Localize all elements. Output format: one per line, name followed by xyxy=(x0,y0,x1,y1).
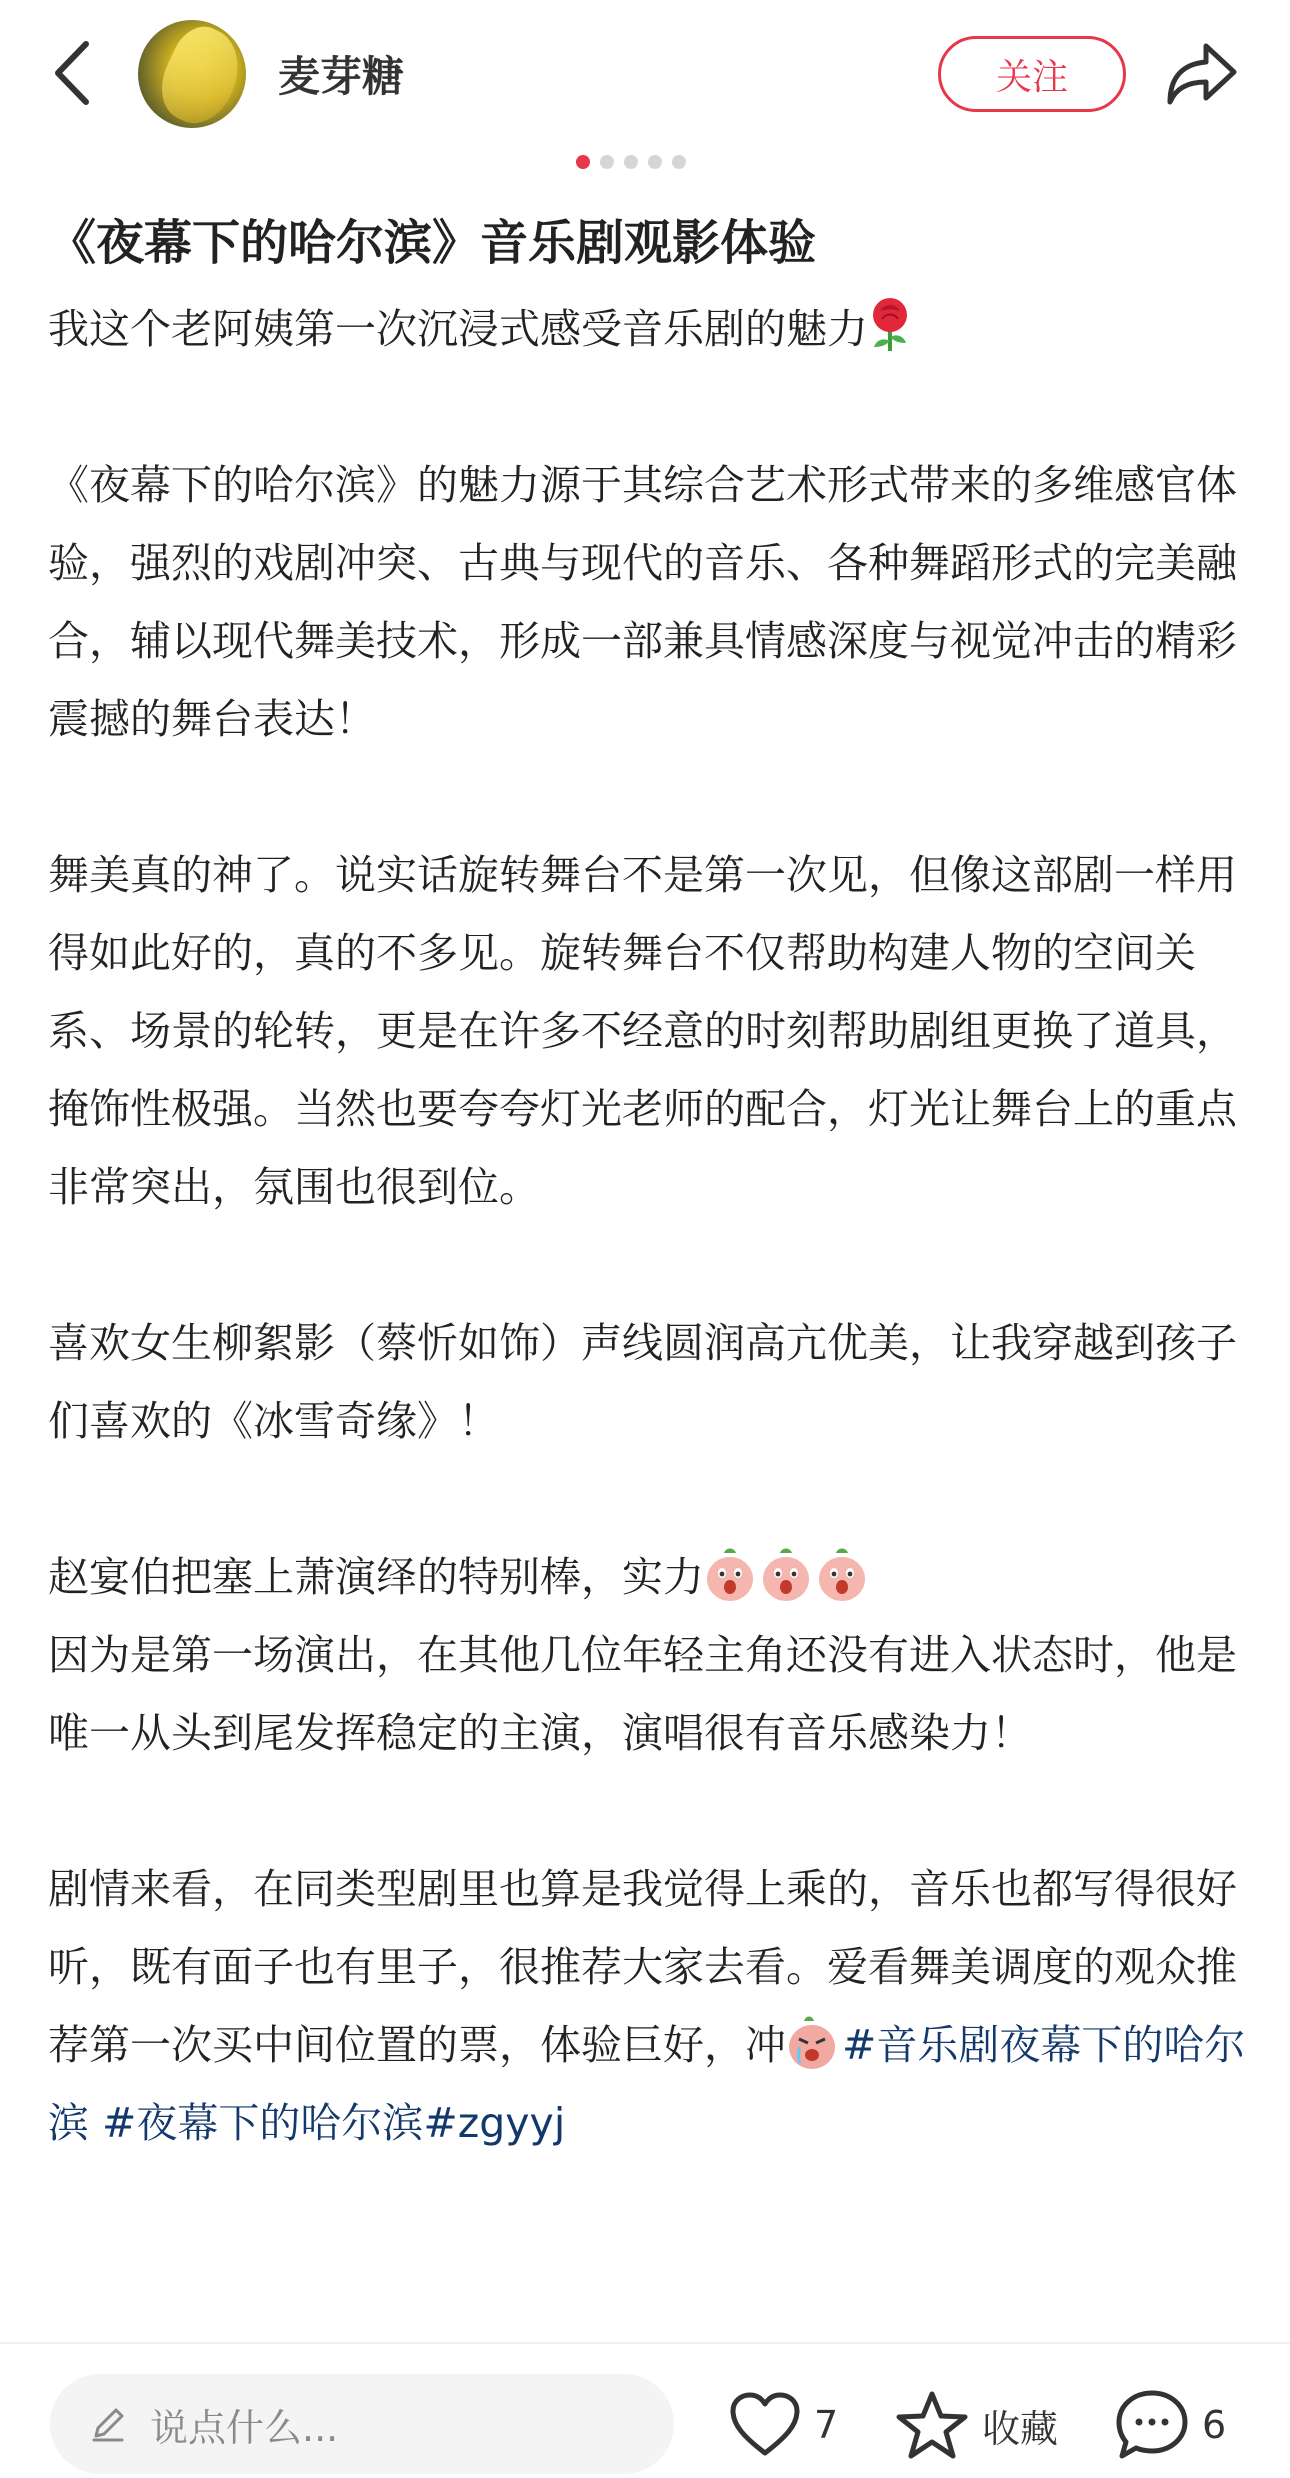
back-arrow-icon xyxy=(46,36,106,110)
crying-face-emoji-icon xyxy=(786,2013,838,2071)
bottom-action-bar xyxy=(0,2344,1290,2478)
author-name[interactable]: 麦芽糖 xyxy=(278,52,405,101)
hashtag-2[interactable]: #夜幕下的哈尔滨 xyxy=(89,2099,424,2147)
collect-button[interactable] xyxy=(894,2388,1058,2462)
star-icon xyxy=(894,2389,970,2461)
pencil-icon xyxy=(88,2404,128,2444)
hashtag-3[interactable]: #zgyyj xyxy=(423,2099,566,2147)
carousel-dot-1 xyxy=(576,155,590,169)
cheer-face-emoji-icon xyxy=(704,1545,756,1603)
paragraph-5 xyxy=(48,1538,1248,1772)
comment-count: 6 xyxy=(1202,2403,1227,2447)
post-title: 《夜幕下的哈尔滨》音乐剧观影体验 xyxy=(48,215,817,271)
paragraph-2: 《夜幕下的哈尔滨》的魅力源于其综合艺术形式带来的多维感官体验，强烈的戏剧冲突、古典与现代的音乐、各种舞蹈形式的完美融合，辅以现代舞美技术，形成一部兼具情感深度与视觉冲击的精彩震撼的舞台表达！ xyxy=(48,461,1237,743)
paragraph-1 xyxy=(48,290,1248,368)
back-button[interactable] xyxy=(46,36,106,110)
like-count: 7 xyxy=(814,2403,839,2447)
paragraph-6-text: 剧情来看，在同类型剧里也算是我觉得上乘的，音乐也都写得很好听，既有面子也有里子，很推荐大家去看。爱看舞美调度的观众推荐第一次买中间位置的票，体验巨好， xyxy=(48,1865,1237,2069)
heart-icon xyxy=(728,2391,802,2459)
author-avatar[interactable] xyxy=(138,20,246,128)
paragraph-1-text: 我这个老阿姨第一次沉浸式感受音乐剧的魅力 xyxy=(48,305,868,353)
post-header xyxy=(0,0,1290,150)
cheer-face-emoji-icon xyxy=(760,1545,812,1603)
post-body xyxy=(48,290,1248,2162)
comment-button[interactable] xyxy=(1114,2388,1226,2462)
carousel-dot-3 xyxy=(624,155,638,169)
post-content xyxy=(48,196,1248,2162)
comment-placeholder: 说点什么... xyxy=(150,2405,339,2450)
rose-emoji-icon xyxy=(868,297,912,353)
share-button[interactable] xyxy=(1164,38,1240,108)
paragraph-6-end: 冲 xyxy=(745,2021,786,2069)
follow-button[interactable]: 关注 xyxy=(938,36,1126,112)
carousel-dot-4 xyxy=(648,155,662,169)
paragraph-6 xyxy=(48,1850,1248,2162)
share-arrow-icon xyxy=(1164,38,1240,108)
paragraph-5-line-1: 赵宴伯把塞上萧演绎的特别棒，实力 xyxy=(48,1553,704,1601)
paragraph-4: 喜欢女生柳絮影（蔡忻如饰）声线圆润高亢优美，让我穿越到孩子们喜欢的《冰雪奇缘》！ xyxy=(48,1319,1237,1445)
carousel-indicator xyxy=(576,155,686,169)
carousel-dot-2 xyxy=(600,155,614,169)
carousel-dot-5 xyxy=(672,155,686,169)
like-button[interactable] xyxy=(728,2388,838,2462)
cheer-face-emoji-icon xyxy=(816,1545,868,1603)
collect-label: 收藏 xyxy=(982,2406,1059,2451)
comment-bubble-icon xyxy=(1114,2388,1190,2462)
paragraph-3: 舞美真的神了。说实话旋转舞台不是第一次见，但像这部剧一样用得如此好的，真的不多见。旋转舞台不仅帮助构建人物的空间关系、场景的轮转，更是在许多不经意的时刻帮助剧组更换了道具，掩饰性极强。当然也要夸夸灯光老师的配合，灯光让舞台上的重点非常突出，氛围也很到位。 xyxy=(48,851,1237,1211)
paragraph-5-rest: 因为是第一场演出，在其他几位年轻主角还没有进入状态时，他是唯一从头到尾发挥稳定的主演，演唱很有音乐感染力！ xyxy=(48,1631,1237,1757)
hashtag-1[interactable]: #音乐剧夜幕下的哈尔滨 xyxy=(48,2021,1246,2147)
comment-input[interactable] xyxy=(50,2374,674,2474)
